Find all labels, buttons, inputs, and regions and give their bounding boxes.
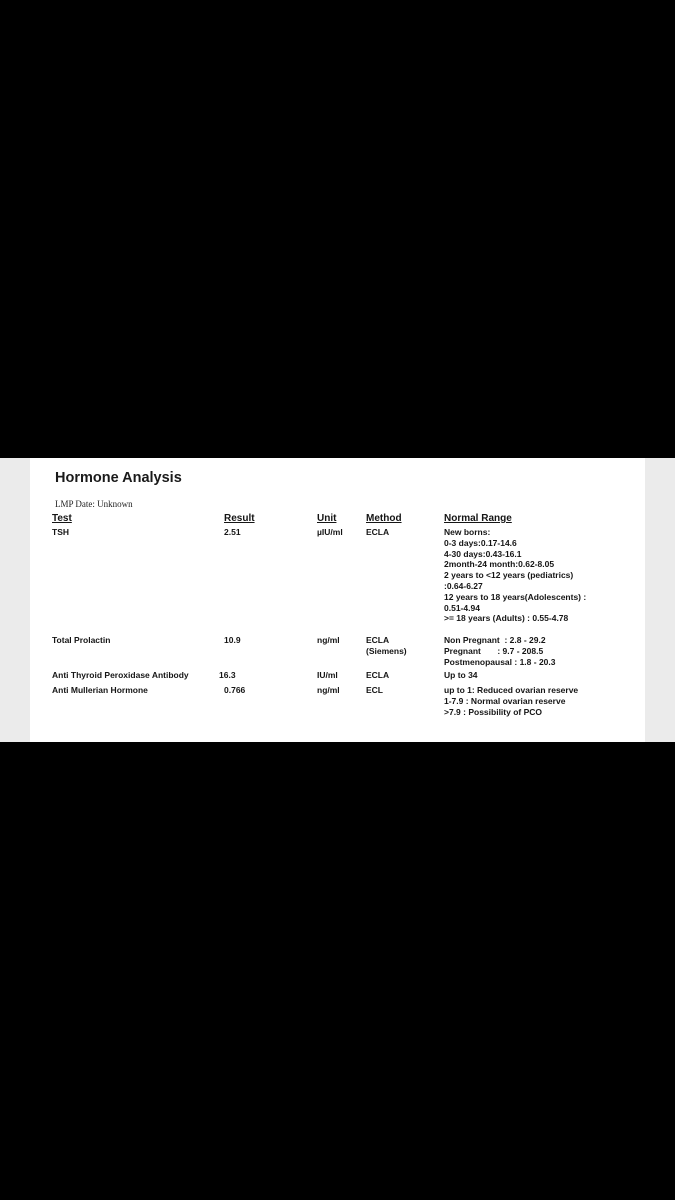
test-name: Anti Thyroid Peroxidase Antibody xyxy=(52,670,189,680)
normal-range xyxy=(444,527,586,624)
range-line: Non Pregnant : 2.8 - 29.2 xyxy=(444,635,546,645)
test-name: Total Prolactin xyxy=(52,635,111,645)
test-method xyxy=(366,527,389,538)
header-normal-range: Normal Range xyxy=(444,513,512,524)
range-line: 2month-24 month:0.62-8.05 xyxy=(444,559,555,570)
range-line: Pregnant : 9.7 - 208.5 xyxy=(444,645,544,656)
normal-range xyxy=(444,670,478,681)
range-line: 0.51-4.94 xyxy=(444,602,480,613)
range-line: 1-7.9 : Normal ovarian reserve xyxy=(444,695,566,706)
normal-range xyxy=(444,685,578,717)
range-line: Postmenopausal : 1.8 - 20.3 xyxy=(444,656,556,667)
test-name: Anti Mullerian Hormone xyxy=(52,685,148,695)
lmp-label: LMP Date: xyxy=(55,499,95,509)
range-line: up to 1: Reduced ovarian reserve xyxy=(444,685,579,695)
lmp-date xyxy=(55,499,133,509)
test-result: 16.3 xyxy=(219,670,236,680)
test-method xyxy=(366,635,407,657)
test-unit: µIU/ml xyxy=(317,527,343,537)
test-method xyxy=(366,670,389,681)
method-line: ECLA xyxy=(366,670,390,680)
header-unit: Unit xyxy=(317,513,337,524)
range-line: 12 years to 18 years(Adolescents) : xyxy=(444,591,587,602)
range-line: >7.9 : Possibility of PCO xyxy=(444,706,543,717)
test-unit: ng/ml xyxy=(317,685,340,695)
method-line: ECLA xyxy=(366,635,390,645)
range-line: 0-3 days:0.17-14.6 xyxy=(444,537,517,548)
method-line: ECLA xyxy=(366,527,390,537)
method-line: ECL xyxy=(366,685,383,695)
range-line: New borns: xyxy=(444,527,491,537)
method-line: (Siemens) xyxy=(366,645,407,656)
header-test: Test xyxy=(52,513,72,524)
header-method: Method xyxy=(366,513,402,524)
header-result: Result xyxy=(224,513,255,524)
range-line: :0.64-6.27 xyxy=(444,580,483,591)
test-result: 10.9 xyxy=(224,635,241,645)
page-title: Hormone Analysis xyxy=(55,470,182,486)
range-line: >= 18 years (Adults) : 0.55-4.78 xyxy=(444,613,569,624)
test-result: 0.766 xyxy=(224,685,246,695)
lmp-value: Unknown xyxy=(97,499,133,509)
test-unit: ng/ml xyxy=(317,635,340,645)
test-method xyxy=(366,685,383,696)
test-name: TSH xyxy=(52,527,69,537)
range-line: 4-30 days:0.43-16.1 xyxy=(444,548,522,559)
normal-range xyxy=(444,635,555,667)
test-unit: IU/ml xyxy=(317,670,338,680)
range-line: Up to 34 xyxy=(444,670,478,680)
range-line: 2 years to <12 years (pediatrics) xyxy=(444,570,574,581)
test-result: 2.51 xyxy=(224,527,241,537)
